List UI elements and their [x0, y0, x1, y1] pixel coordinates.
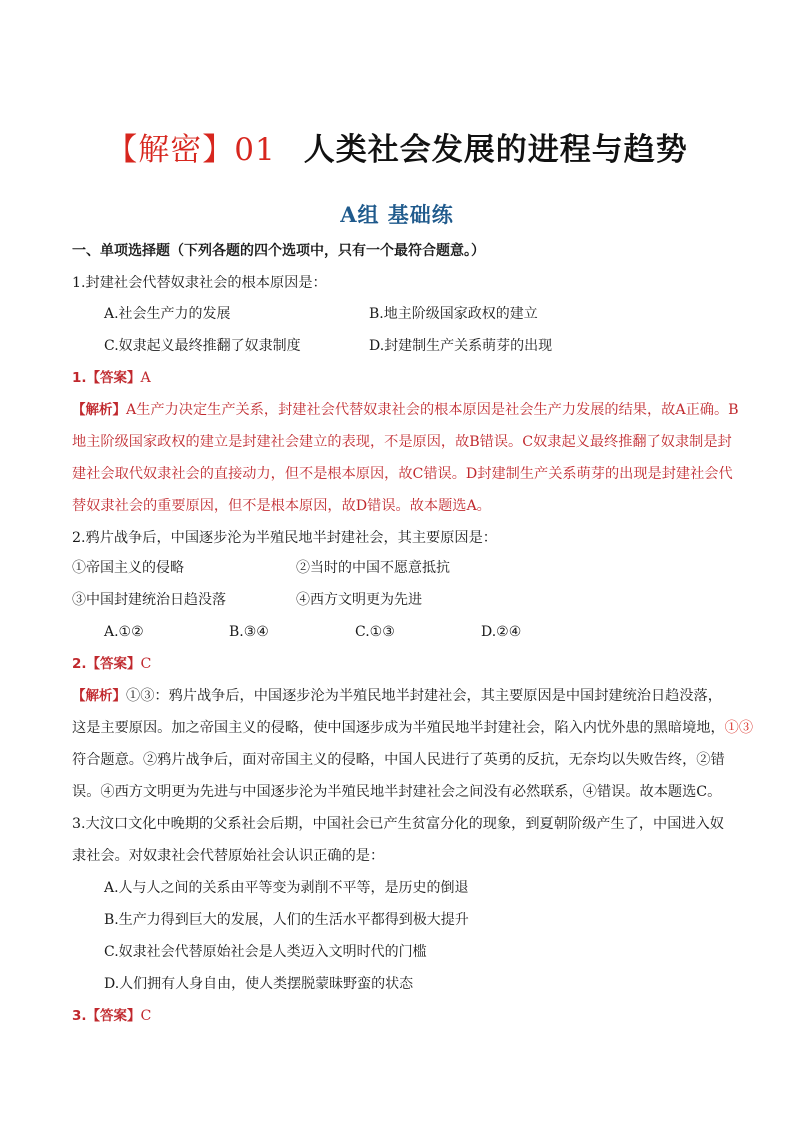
- q2-item-4: ④西方文明更为先进: [296, 592, 422, 608]
- page-title: [0, 124, 794, 169]
- q2-option-c: C.①③: [355, 624, 395, 640]
- q1-analysis-line-2: 地主阶级国家政权的建立是封建社会建立的表现，不是原因，故B错误。C奴隶起义最终推翻了奴隶制是封: [72, 434, 732, 450]
- q1-analysis-label: 【解析】: [72, 402, 126, 418]
- q1-analysis-line-4: 替奴隶社会的重要原因，但不是根本原因，故D错误。故本题选A。: [72, 498, 491, 514]
- q2-option-a: A.①②: [104, 624, 144, 640]
- q1-answer-label: 1.【答案】: [72, 370, 141, 386]
- q1-analysis-line-3: 建社会取代奴隶社会的直接动力，但不是根本原因，故C错误。D封建制生产关系萌芽的出现是封建社会代: [72, 466, 733, 482]
- q2-answer-value: C: [140, 656, 152, 672]
- q2-analysis-line-1: 【解析】①③：鸦片战争后，中国逐步沦为半殖民地半封建社会，其主要原因是中国封建统治日趋没落，: [72, 688, 722, 704]
- q2-answer: [72, 654, 151, 674]
- q3-option-c: C.奴隶社会代替原始社会是人类迈入文明时代的门槛: [104, 944, 427, 960]
- q2-analysis-line-2: 这是主要原因。加之帝国主义的侵略，使中国逐步成为半殖民地半封建社会，陷入内忧外患的黑暗境地，①③: [72, 720, 754, 736]
- q1-option-d: D.封建制生产关系萌芽的出现: [369, 338, 553, 354]
- q2-option-b: B.③④: [229, 624, 269, 640]
- section-heading: 一、单项选择题（下列各题的四个选项中，只有一个最符合题意。）: [72, 243, 485, 259]
- q1-answer-value: A: [140, 370, 151, 386]
- q2-answer-label: 2.【答案】: [72, 656, 141, 672]
- q1-answer: [72, 368, 151, 388]
- title-tag: 【解密】01: [106, 132, 276, 168]
- q3-option-a: A.人与人之间的关系由平等变为剥削不平等，是历史的倒退: [104, 880, 469, 896]
- q2-stem: 2.鸦片战争后，中国逐步沦为半殖民地半封建社会，其主要原因是：: [72, 530, 497, 546]
- group-heading: A组 基础练: [340, 202, 454, 227]
- q2-item-1: ①帝国主义的侵略: [72, 560, 184, 576]
- q1-stem: 1.封建社会代替奴隶社会的根本原因是：: [72, 275, 327, 291]
- q2-analysis-line-4: 误。④西方文明更为先进与中国逐步沦为半殖民地半封建社会之间没有必然联系，④错误。故本题选C。: [72, 784, 722, 800]
- q2-analysis-label: 【解析】: [72, 688, 126, 704]
- q3-answer: [72, 1006, 151, 1026]
- title-main: 人类社会发展的进程与趋势: [303, 132, 688, 168]
- q3-stem-line-1: 3.大汶口文化中晚期的父系社会后期，中国社会已产生贫富分化的现象，到夏朝阶级产生了，中国进入奴: [72, 816, 724, 832]
- q3-answer-label: 3.【答案】: [72, 1008, 141, 1024]
- q1-analysis-line-1: 【解析】A生产力决定生产关系，封建社会代替奴隶社会的根本原因是社会生产力发展的结果，故A正确。B: [72, 402, 739, 418]
- q1-option-b: B.地主阶级国家政权的建立: [369, 306, 538, 322]
- q2-analysis-line-3: 符合题意。②鸦片战争后，面对帝国主义的侵略，中国人民进行了英勇的反抗，无奈均以失败告终，②错: [72, 752, 725, 768]
- q2-item-3: ③中国封建统治日趋没落: [72, 592, 226, 608]
- q1-option-c: C.奴隶起义最终推翻了奴隶制度: [104, 338, 301, 354]
- q3-answer-value: C: [140, 1008, 152, 1024]
- q3-option-d: D.人们拥有人身自由，使人类摆脱蒙昧野蛮的状态: [104, 976, 414, 992]
- q2-item-2: ②当时的中国不愿意抵抗: [296, 560, 450, 576]
- q3-option-b: B.生产力得到巨大的发展，人们的生活水平都得到极大提升: [104, 912, 469, 928]
- q2-analysis-highlight: ①③: [724, 720, 754, 736]
- q1-option-a: A.社会生产力的发展: [104, 306, 231, 322]
- q2-option-d: D.②④: [481, 624, 522, 640]
- q3-stem-line-2: 隶社会。对奴隶社会代替原始社会认识正确的是：: [72, 848, 385, 864]
